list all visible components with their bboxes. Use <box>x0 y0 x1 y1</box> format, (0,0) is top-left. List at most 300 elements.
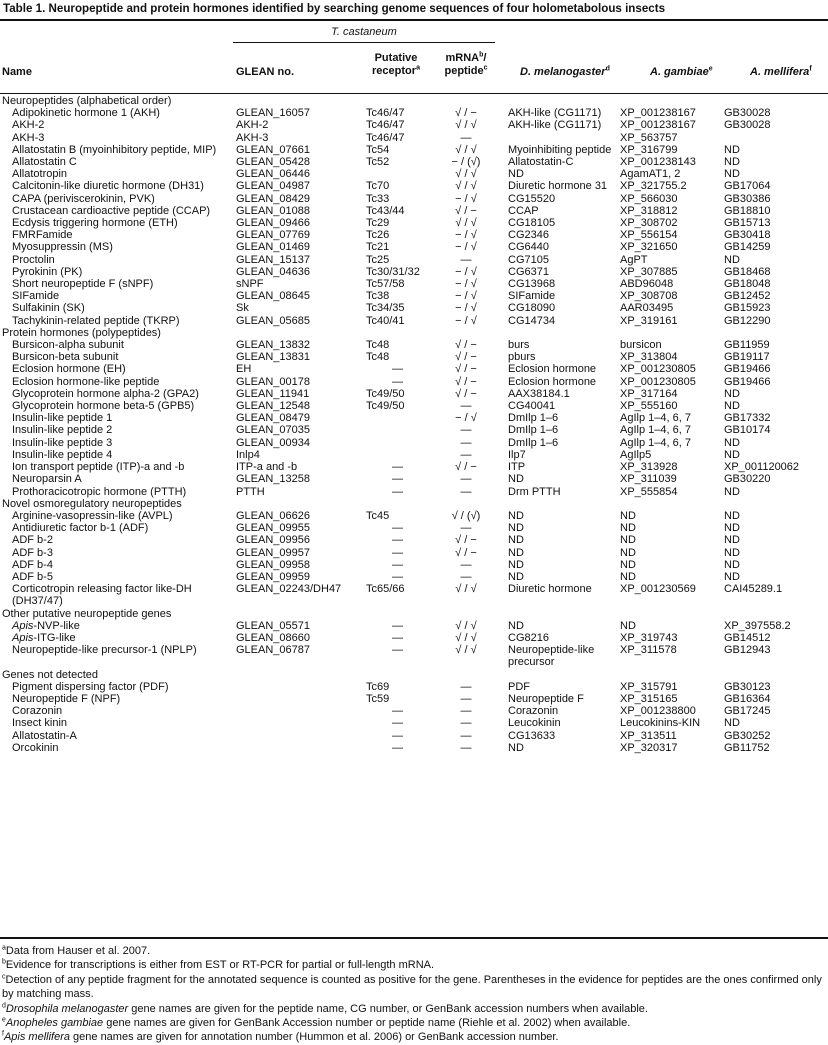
cell-receptor: Tc48 <box>366 351 390 364</box>
cell-name: Allatostatin B (myoinhibitory peptide, MIP) <box>12 143 217 156</box>
cell-receptor: — <box>392 619 403 632</box>
cell-name: ADF b-2 <box>12 534 53 547</box>
cell-dmel: Neuropeptide F <box>508 692 584 705</box>
cell-glean: PTTH <box>236 485 265 498</box>
cell-mrna-peptide: − / √ <box>455 278 477 291</box>
cell-mrna-peptide: √ / (√) <box>451 509 481 522</box>
cell-mrna-peptide: — <box>460 729 472 742</box>
cell-agam: AgIlp 1–4, 6, 7 <box>620 436 691 449</box>
cell-dmel: Drm PTTH <box>508 485 561 498</box>
cell-amel: ND <box>724 253 740 266</box>
cell-receptor: — <box>392 631 403 644</box>
cell-glean: AKH-3 <box>236 131 269 144</box>
cell-amel: GB19117 <box>724 351 770 364</box>
cell-agam: XP_316799 <box>620 143 678 156</box>
cell-name: Glycoprotein hormone beta-5 (GPB5) <box>12 400 195 413</box>
cell-receptor: Tc65/66 <box>366 583 405 596</box>
cell-dmel: ND <box>508 534 524 547</box>
cell-glean: GLEAN_02243/DH47 <box>236 583 342 596</box>
cell-dmel: ND <box>508 570 524 583</box>
cell-agam: XP_321755.2 <box>620 180 687 193</box>
table-row <box>0 315 828 327</box>
cell-dmel: CG18090 <box>508 302 556 315</box>
table-row <box>0 644 828 668</box>
cell-dmel <box>494 132 620 144</box>
cell-amel: GB11959 <box>724 339 770 352</box>
cell-amel: ND <box>724 570 740 583</box>
cell-amel: GB19466 <box>724 375 771 388</box>
table-row <box>0 156 828 168</box>
cell-receptor: Tc29 <box>366 217 390 230</box>
cell-name: Eclosion hormone-like peptide <box>12 375 160 388</box>
cell-agam: ABD96048 <box>620 278 674 291</box>
cell-agam: XP_001238167 <box>620 107 696 120</box>
cell-agam: bursicon <box>620 339 662 352</box>
cell-amel: GB30123 <box>724 680 771 693</box>
cell-mrna-peptide: − / √ <box>455 192 477 205</box>
cell-amel: GB15713 <box>724 217 771 230</box>
cell-glean: GLEAN_13258 <box>236 473 310 486</box>
cell-mrna-peptide: — <box>460 705 472 718</box>
cell-glean: GLEAN_13832 <box>236 339 310 352</box>
cell-mrna-peptide: √ / − <box>455 204 477 217</box>
cell-agam: ND <box>620 534 636 547</box>
cell-glean: GLEAN_08645 <box>236 290 310 303</box>
cell-receptor: — <box>392 741 403 754</box>
cell-dmel: ND <box>508 546 524 559</box>
cell-dmel: CG14734 <box>508 314 556 327</box>
cell-mrna-peptide: — <box>460 485 472 498</box>
cell-glean: GLEAN_01088 <box>236 204 310 217</box>
cell-mrna-peptide: √ / √ <box>455 180 477 193</box>
cell-dmel: CG40041 <box>508 400 556 413</box>
table-row <box>0 388 828 400</box>
cell-amel: GB30028 <box>724 107 771 120</box>
table-row <box>0 339 828 351</box>
cell-name: Antidiuretic factor b-1 (ADF) <box>12 522 149 535</box>
cell-dmel: ND <box>508 741 524 754</box>
cell-dmel: AKH-like (CG1171) <box>508 119 602 132</box>
cell-amel: GB16364 <box>724 692 771 705</box>
cell-glean: GLEAN_07661 <box>236 143 310 156</box>
table-row <box>0 449 828 461</box>
cell-dmel: Diuretic hormone <box>508 583 592 596</box>
cell-name: Pigment dispersing factor (PDF) <box>12 680 169 693</box>
cell-mrna-peptide: − / √ <box>455 241 477 254</box>
cell-receptor: Tc45 <box>366 509 390 522</box>
cell-dmel: ND <box>508 509 524 522</box>
table-row <box>0 193 828 205</box>
cell-receptor: — <box>392 546 403 559</box>
cell-receptor: — <box>392 729 403 742</box>
cell-agam: XP_308708 <box>620 290 678 303</box>
cell-agam: XP_313928 <box>620 461 678 474</box>
cell-amel: GB11752 <box>724 741 770 754</box>
cell-receptor: Tc48 <box>366 339 390 352</box>
cell-receptor: — <box>392 570 403 583</box>
table-row <box>0 351 828 363</box>
cell-dmel: CG8216 <box>508 631 549 644</box>
cell-receptor: — <box>392 534 403 547</box>
table-row <box>0 180 828 192</box>
cell-amel: GB30386 <box>724 192 771 205</box>
cell-receptor: — <box>392 461 403 474</box>
footnote-b: $^b$Evidence for transcriptions is either from EST or RT-PCR for partial or full-length mRNA. <box>2 958 435 972</box>
cell-receptor: Tc38 <box>366 290 390 303</box>
cell-glean: GLEAN_09957 <box>236 546 310 559</box>
cell-amel: ND <box>724 485 740 498</box>
table-row <box>0 278 828 290</box>
cell-glean: GLEAN_08479 <box>236 412 310 425</box>
table-row <box>0 205 828 217</box>
cell-name: Short neuropeptide F (sNPF) <box>12 278 154 291</box>
cell-receptor: — <box>392 375 403 388</box>
cell-mrna-peptide: √ / √ <box>455 619 477 632</box>
cell-mrna-peptide: √ / √ <box>455 631 477 644</box>
cell-dmel: ND <box>508 619 524 632</box>
cell-dmel: Eclosion hormone <box>508 363 597 376</box>
cell-name: Apis-NVP-like <box>12 619 80 632</box>
cell-name: Glycoprotein hormone alpha-2 (GPA2) <box>12 387 199 400</box>
cell-glean: GLEAN_13831 <box>236 351 310 364</box>
cell-dmel: DmIlp 1–6 <box>508 436 559 449</box>
cell-agam: AgIlp 1–4, 6, 7 <box>620 424 691 437</box>
cell-dmel: PDF <box>508 680 530 693</box>
cell-receptor: Tc49/50 <box>366 400 405 413</box>
cell-glean: GLEAN_00934 <box>236 436 310 449</box>
cell-mrna-peptide: √ / − <box>455 363 477 376</box>
cell-amel <box>724 132 828 144</box>
cell-name: Pyrokinin (PK) <box>12 265 83 278</box>
table-row <box>0 363 828 375</box>
cell-amel: ND <box>724 448 740 461</box>
cell-agam: ND <box>620 509 636 522</box>
footnote-d: $^d$Drosophila melanogaster gene names are given for the peptide name, CG number, or GenBank accession numbers when available. <box>2 1001 648 1015</box>
cell-glean <box>236 730 362 742</box>
cell-amel: ND <box>724 400 740 413</box>
cell-name: SIFamide <box>12 290 60 303</box>
footnote-e: $^e$Anopheles gambiae gene names are given for GenBank Accession number or peptide name (Riehle et al. 2002) when available. <box>2 1016 631 1030</box>
cell-glean: GLEAN_05685 <box>236 314 310 327</box>
cell-name: Arginine-vasopressin-like (AVPL) <box>12 509 173 522</box>
cell-mrna-peptide: − / √ <box>455 412 477 425</box>
cell-name: AKH-3 <box>12 131 45 144</box>
cell-dmel: SIFamide <box>508 290 556 303</box>
cell-glean: GLEAN_12548 <box>236 400 310 413</box>
cell-dmel: CG15520 <box>508 192 556 205</box>
cell-receptor <box>362 449 438 461</box>
cell-dmel: Leucokinin <box>508 717 561 730</box>
cell-mrna-peptide: − / √ <box>455 314 477 327</box>
cell-glean: GLEAN_06626 <box>236 509 310 522</box>
cell-agam: XP_313511 <box>620 729 677 742</box>
cell-agam: ND <box>620 546 636 559</box>
cell-receptor: Tc21 <box>366 241 390 254</box>
header-receptor: Putative receptor$^a$ <box>372 52 420 77</box>
cell-mrna-peptide: √ / − <box>455 351 477 364</box>
table-row <box>0 302 828 314</box>
cell-name: Ecdysis triggering hormone (ETH) <box>12 217 178 230</box>
cell-glean: sNPF <box>236 278 264 291</box>
cell-dmel: ND <box>508 558 524 571</box>
cell-name: Insulin-like peptide 3 <box>12 436 113 449</box>
header-glean: GLEAN no. <box>236 66 295 78</box>
cell-receptor: Tc70 <box>366 180 390 193</box>
cell-mrna-peptide: — <box>460 424 472 437</box>
cell-amel: GB17064 <box>724 180 771 193</box>
cell-dmel: CG18105 <box>508 217 556 230</box>
cell-glean: GLEAN_08660 <box>236 631 310 644</box>
cell-agam: XP_001230805 <box>620 363 696 376</box>
cell-glean: GLEAN_11941 <box>236 387 310 400</box>
cell-mrna-peptide: — <box>460 253 472 266</box>
section-title: Neuropeptides (alphabetical order) <box>2 95 172 107</box>
footnotes <box>2 944 826 1045</box>
cell-mrna-peptide: — <box>460 741 472 754</box>
table-row <box>0 168 828 180</box>
cell-dmel: Myoinhibiting peptide <box>508 143 612 156</box>
cell-agam: XP_001230805 <box>620 375 696 388</box>
cell-glean <box>236 693 362 705</box>
cell-agam: XP_317164 <box>620 387 678 400</box>
cell-mrna-peptide: — <box>460 131 472 144</box>
cell-receptor: Tc26 <box>366 229 390 242</box>
cell-agam: XP_001238167 <box>620 119 696 132</box>
cell-amel: ND <box>724 387 740 400</box>
header-agam: A. gambiae$^e$ <box>650 65 713 78</box>
cell-amel: ND <box>724 522 740 535</box>
cell-glean: GLEAN_06446 <box>236 168 310 181</box>
cell-dmel: DmIlp 1–6 <box>508 412 559 425</box>
cell-agam: XP_001238143 <box>620 156 696 169</box>
cell-glean: GLEAN_01469 <box>236 241 310 254</box>
cell-glean: AKH-2 <box>236 119 269 132</box>
cell-glean: GLEAN_09959 <box>236 570 310 583</box>
cell-name: Corticotropin releasing factor like-DH (DH37/47) <box>12 583 192 608</box>
cell-agam: AAR03495 <box>620 302 674 315</box>
cell-amel: XP_397558.2 <box>724 619 791 632</box>
cell-glean: GLEAN_04636 <box>236 265 310 278</box>
cell-agam: XP_311578 <box>620 644 677 657</box>
cell-amel: GB15923 <box>724 302 771 315</box>
cell-agam: XP_563757 <box>620 131 678 144</box>
cell-name: Allatotropin <box>12 168 68 181</box>
cell-glean: GLEAN_05571 <box>236 619 310 632</box>
cell-dmel: pburs <box>508 351 536 364</box>
cell-name: Ion transport peptide (ITP)-a and -b <box>12 461 185 474</box>
cell-mrna-peptide: — <box>460 570 472 583</box>
cell-dmel: ITP <box>508 461 526 474</box>
cell-name: Corazonin <box>12 705 63 718</box>
cell-glean: GLEAN_04987 <box>236 180 310 193</box>
cell-dmel: Eclosion hormone <box>508 375 597 388</box>
cell-agam: AgIlp 1–4, 6, 7 <box>620 412 691 425</box>
cell-agam: AgamAT1, 2 <box>620 168 681 181</box>
cell-amel: ND <box>724 156 740 169</box>
cell-agam: XP_318812 <box>620 204 678 217</box>
cell-name: Neuropeptide F (NPF) <box>12 692 121 705</box>
cell-receptor: Tc25 <box>366 253 390 266</box>
cell-receptor <box>362 437 438 449</box>
cell-receptor: — <box>392 522 403 535</box>
data-table <box>0 95 828 754</box>
table-row <box>0 534 828 546</box>
cell-glean: GLEAN_16057 <box>236 107 310 120</box>
table-row <box>0 583 828 607</box>
cell-receptor: Tc49/50 <box>366 387 405 400</box>
table-row <box>0 693 828 705</box>
cell-receptor: Tc43/44 <box>366 204 405 217</box>
cell-dmel: Ilp7 <box>508 448 526 461</box>
cell-receptor: Tc46/47 <box>366 119 405 132</box>
cell-amel: CAI45289.1 <box>724 583 783 596</box>
cell-mrna-peptide: − / √ <box>455 229 477 242</box>
cell-glean: GLEAN_05428 <box>236 156 310 169</box>
cell-agam: XP_319161 <box>620 314 678 327</box>
cell-name: Bursicon-beta subunit <box>12 351 119 364</box>
species-group-header: T. castaneum <box>331 26 397 38</box>
cell-agam: XP_001238800 <box>620 705 696 718</box>
cell-amel: GB18810 <box>724 204 771 217</box>
cell-glean: GLEAN_08429 <box>236 192 310 205</box>
table-row <box>0 730 828 742</box>
cell-dmel: DmIlp 1–6 <box>508 424 559 437</box>
cell-glean: GLEAN_06787 <box>236 644 310 657</box>
table-row <box>0 559 828 571</box>
cell-agam: XP_555160 <box>620 400 678 413</box>
cell-name: Crustacean cardioactive peptide (CCAP) <box>12 204 211 217</box>
cell-amel: GB19466 <box>724 363 771 376</box>
cell-name: Bursicon-alpha subunit <box>12 339 124 352</box>
cell-mrna-peptide: √ / − <box>455 534 477 547</box>
cell-dmel: ND <box>508 473 524 486</box>
cell-receptor <box>362 412 438 424</box>
cell-agam: XP_001230569 <box>620 583 696 596</box>
cell-dmel: ND <box>508 168 524 181</box>
cell-mrna-peptide: — <box>460 692 472 705</box>
cell-mrna-peptide: − / (√) <box>451 156 481 169</box>
table-row <box>0 144 828 156</box>
cell-dmel: Corazonin <box>508 705 559 718</box>
cell-amel: GB30220 <box>724 473 771 486</box>
cell-receptor: Tc54 <box>366 143 390 156</box>
table-row <box>0 217 828 229</box>
cell-amel: GB17245 <box>724 705 771 718</box>
cell-dmel: CG13968 <box>508 278 556 291</box>
cell-name: Insect kinin <box>12 717 68 730</box>
cell-name: CAPA (periviscerokinin, PVK) <box>12 192 155 205</box>
cell-glean: GLEAN_15137 <box>236 253 310 266</box>
section-header-row <box>0 498 828 510</box>
cell-glean: Inlp4 <box>236 448 260 461</box>
section-header-row <box>0 327 828 339</box>
cell-mrna-peptide: √ / √ <box>455 583 477 596</box>
footnote-c: $^c$Detection of any peptide fragment for the annotated sequence is counted as positive for the gene. Parentheses in the evidence for peptides are the ones confirmed only by matching mass. <box>2 973 822 1001</box>
cell-agam: XP_320317 <box>620 741 678 754</box>
header-rule <box>0 93 828 94</box>
cell-amel: GB17332 <box>724 412 771 425</box>
cell-receptor: — <box>392 558 403 571</box>
cell-name: Allatostatin C <box>12 156 77 169</box>
cell-name: Neuropeptide-like precursor-1 (NPLP) <box>12 644 197 657</box>
cell-receptor: — <box>392 485 403 498</box>
cell-amel: GB30418 <box>724 229 771 242</box>
table-row <box>0 461 828 473</box>
top-rule <box>0 19 828 21</box>
table-row <box>0 376 828 388</box>
cell-name: Sulfakinin (SK) <box>12 302 85 315</box>
cell-amel: ND <box>724 558 740 571</box>
cell-receptor: Tc33 <box>366 192 390 205</box>
table-row <box>0 486 828 498</box>
table-row <box>0 400 828 412</box>
cell-glean: GLEAN_09956 <box>236 534 310 547</box>
cell-agam: XP_315165 <box>620 692 678 705</box>
cell-mrna-peptide: — <box>460 436 472 449</box>
cell-agam: XP_307885 <box>620 265 678 278</box>
cell-name: ADF b-3 <box>12 546 53 559</box>
table-title: Table 1. Neuropeptide and protein hormones identified by searching genome sequences of four holometabolous insects <box>3 2 666 15</box>
cell-glean <box>236 705 362 717</box>
cell-dmel: ND <box>508 522 524 535</box>
cell-receptor: Tc69 <box>366 680 390 693</box>
cell-dmel: Diuretic hormone 31 <box>508 180 608 193</box>
cell-glean: GLEAN_00178 <box>236 375 310 388</box>
footnote-a: $^a$Data from Hauser et al. 2007. <box>2 944 151 957</box>
cell-amel: ND <box>724 509 740 522</box>
cell-dmel: CG13633 <box>508 729 556 742</box>
cell-mrna-peptide: √ / √ <box>455 168 477 181</box>
cell-name: Calcitonin-like diuretic hormone (DH31) <box>12 180 204 193</box>
cell-agam: XP_566030 <box>620 192 678 205</box>
cell-mrna-peptide: − / √ <box>455 302 477 315</box>
cell-agam: XP_311039 <box>620 473 677 486</box>
table-row <box>0 681 828 693</box>
cell-mrna-peptide: — <box>460 473 472 486</box>
cell-glean: GLEAN_07769 <box>236 229 310 242</box>
cell-agam: Leucokinins-KIN <box>620 717 701 730</box>
cell-receptor: Tc52 <box>366 156 390 169</box>
cell-receptor: Tc57/58 <box>366 278 405 291</box>
cell-mrna-peptide: — <box>460 680 472 693</box>
cell-receptor: Tc34/35 <box>366 302 405 315</box>
cell-glean: ITP-a and -b <box>236 461 298 474</box>
cell-mrna-peptide: √ / − <box>455 107 477 120</box>
cell-mrna-peptide: √ / − <box>455 339 477 352</box>
cell-name: FMRFamide <box>12 229 73 242</box>
cell-name: Tachykinin-related peptide (TKRP) <box>12 314 180 327</box>
cell-dmel: CG6371 <box>508 265 549 278</box>
cell-amel: GB30028 <box>724 119 771 132</box>
cell-name: ADF b-5 <box>12 570 53 583</box>
cell-dmel: Neuropeptide-like precursor <box>508 644 595 669</box>
table-row <box>0 119 828 131</box>
cell-name: AKH-2 <box>12 119 45 132</box>
cell-dmel: AKH-like (CG1171) <box>508 107 602 120</box>
cell-receptor: Tc46/47 <box>366 131 405 144</box>
table-row <box>0 412 828 424</box>
cell-mrna-peptide: — <box>460 522 472 535</box>
header-mrna: mRNA$^b$/ peptide$^c$ <box>444 51 488 77</box>
cell-dmel: CG7105 <box>508 253 549 266</box>
cell-name: Orcokinin <box>12 741 59 754</box>
cell-glean: GLEAN_09466 <box>236 217 310 230</box>
cell-name: Allatostatin-A <box>12 729 77 742</box>
section-header-row <box>0 608 828 620</box>
table-row <box>0 547 828 559</box>
bottom-rule <box>0 937 828 939</box>
cell-agam: XP_315791 <box>620 680 678 693</box>
